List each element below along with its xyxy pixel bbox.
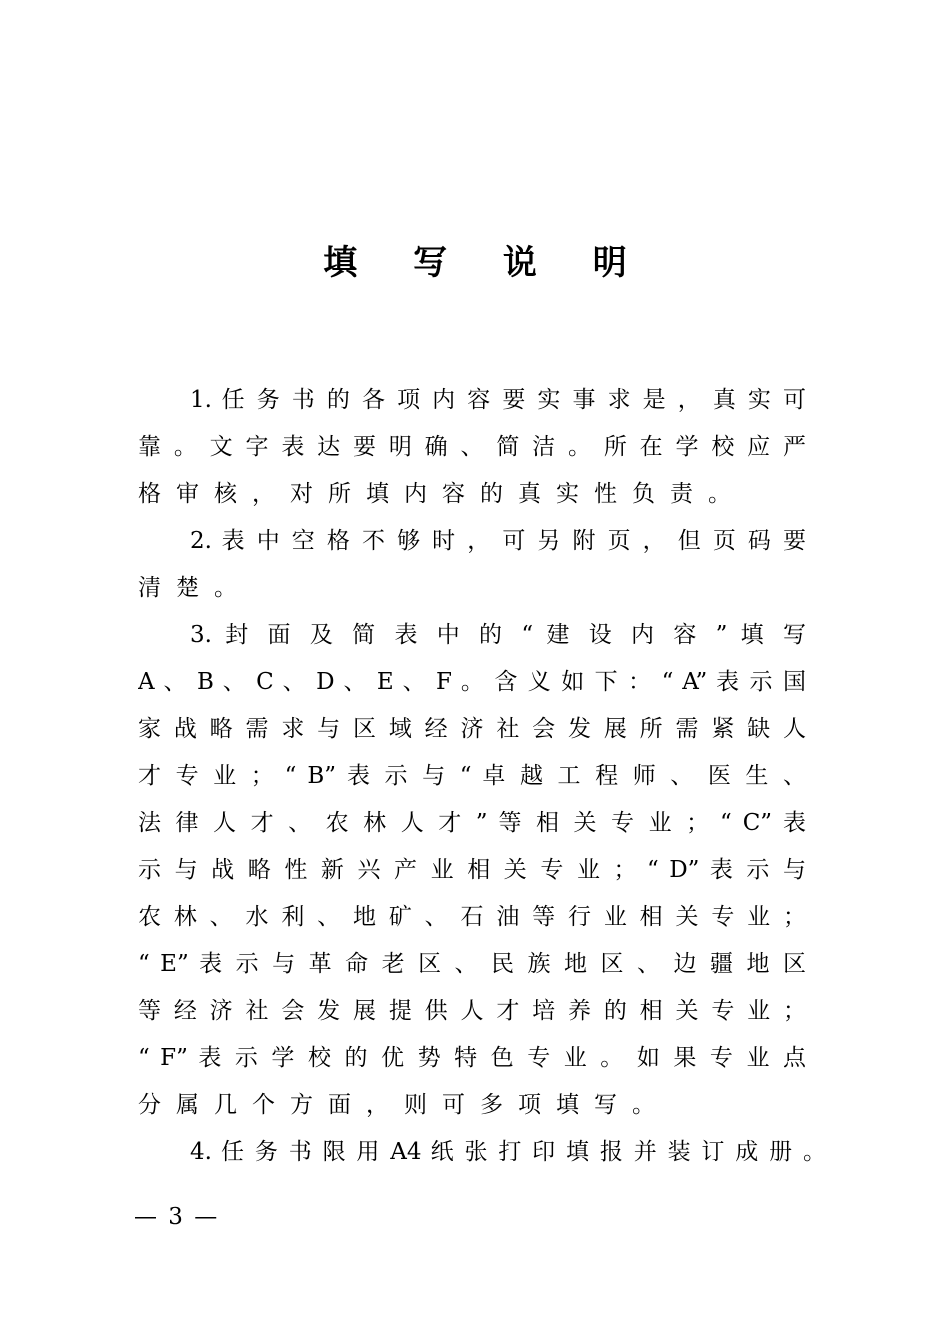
text-line: 农 林 、 水 利 、 地 矿 、 石 油 等 行 业 相 关 专 业 ； [138,904,806,930]
text-line: 3. 封 面 及 简 表 中 的 “ 建 设 内 容 ” 填 写 [190,622,806,648]
page-number: — 3 — [134,1204,220,1230]
text-line: 才 专 业 ； “ B” 表 示 与 “ 卓 越 工 程 师 、 医 生 、 [138,763,806,789]
text-line: “ F” 表 示 学 校 的 优 势 特 色 专 业 。 如 果 专 业 点 [138,1045,806,1071]
text-line: 家 战 略 需 求 与 区 域 经 济 社 会 发 展 所 需 紧 缺 人 [138,716,806,742]
text-line: 清楚。 [138,575,252,601]
text-line: 2. 表 中 空 格 不 够 时 ， 可 另 附 页 ， 但 页 码 要 [190,528,806,554]
text-line: 示 与 战 略 性 新 兴 产 业 相 关 专 业 ； “ D” 表 示 与 [138,857,806,883]
text-line: 4. 任 务 书 限 用 A4 纸 张 打 印 填 报 并 装 订 成 册 。 [190,1139,826,1165]
text-line: 格审核，对所填内容的真实性负责。 [138,481,746,507]
page-title: 填 写 说 明 [323,243,649,283]
text-line: 法 律 人 才 、 农 林 人 才 ” 等 相 关 专 业 ； “ C” 表 [138,810,806,836]
text-line: “ E” 表 示 与 革 命 老 区 、 民 族 地 区 、 边 疆 地 区 [138,951,806,977]
text-line: 分属几个方面，则可多项填写。 [138,1092,670,1118]
text-line: A 、 B 、 C 、 D 、 E 、 F 。 含 义 如 下 ： “ A” 表 示 国 [138,669,806,695]
text-line: 靠 。 文 字 表 达 要 明 确 、 简 洁 。 所 在 学 校 应 严 [138,434,806,460]
text-line: 等 经 济 社 会 发 展 提 供 人 才 培 养 的 相 关 专 业 ； [138,998,806,1024]
text-line: 1. 任 务 书 的 各 项 内 容 要 实 事 求 是 ， 真 实 可 [190,387,806,413]
